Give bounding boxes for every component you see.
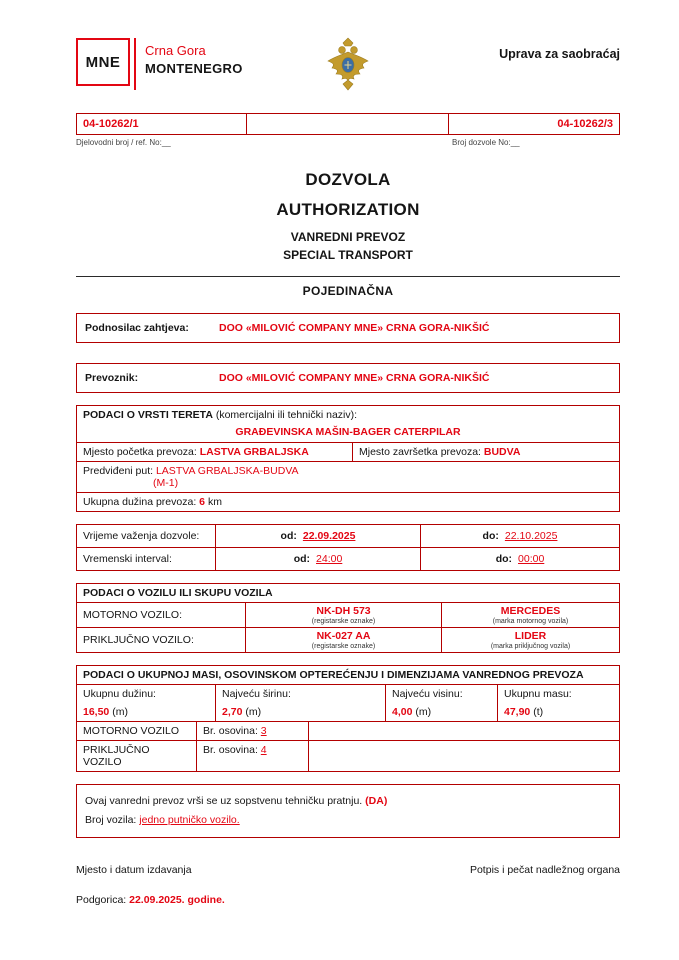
carrier-label: Prevoznik: [85, 372, 139, 384]
issue-place-date-label: Mjesto i datum izdavanja [76, 863, 192, 876]
motor-brand-cell [442, 603, 619, 627]
vehicle-section-header: PODACI O VOZILU ILI SKUPU VOZILA [83, 587, 273, 599]
validity-row2-to-cell [421, 548, 619, 570]
dimensions-section [76, 665, 620, 772]
do-label: do: [482, 530, 499, 542]
country-name-local: Crna Gora [145, 43, 206, 58]
validity-row2-from-cell [216, 548, 421, 570]
issue-place-date-line [76, 894, 620, 906]
height-value-cell [386, 703, 498, 721]
dimensions-section-header: PODACI O UKUPNOJ MASI, OSOVINSKOM OPTEREĆENJU I DIMENZIJAMA VANREDNOG PREVOZA [77, 666, 619, 685]
trailer-brand-cell [442, 628, 619, 652]
length-value-cell [77, 703, 216, 721]
applicant-label: Podnosilac zahtjeva: [85, 322, 189, 334]
cargo-header-row [77, 406, 619, 424]
title-authorization: AUTHORIZATION [276, 200, 420, 219]
trailer-vehicle-label: PRIKLJUČNO VOZILO: [77, 628, 246, 652]
motor-plate-caption: (registarske oznake) [311, 618, 376, 625]
axles-label: Br. osovina: [203, 744, 258, 756]
dimensions-grid [77, 685, 619, 721]
escort-line1 [85, 792, 611, 811]
country-block [145, 38, 243, 76]
reference-number-table [76, 113, 620, 135]
axles-label: Br. osovina: [203, 725, 258, 737]
vehicle-section [76, 583, 620, 653]
mass-value-cell [498, 703, 619, 721]
validity-row1-to-cell [421, 525, 619, 547]
motor-axles-row [77, 721, 619, 740]
height-label: Najveću visinu: [386, 685, 498, 703]
trailer-brand-caption: (marka priključnog vozila) [490, 643, 571, 650]
motor-plate-value: NK-DH 573 [316, 605, 371, 617]
issue-place: Podgorica: [76, 893, 127, 906]
cargo-section [76, 405, 620, 512]
cargo-route-value2: (M-1) [153, 477, 179, 489]
motor-brand-value: MERCEDES [500, 605, 561, 617]
cargo-length-row [77, 492, 619, 511]
mne-label: MNE [85, 53, 121, 71]
mass-unit: (t) [533, 706, 544, 718]
escort-vehicles-label: Broj vozila: [85, 813, 137, 826]
height-unit: (m) [415, 706, 432, 718]
trailer-plate-caption: (registarske oznake) [311, 643, 376, 650]
width-value-cell [216, 703, 386, 721]
motor-plate-cell [246, 603, 442, 627]
cargo-start-label: Mjesto početka prevoza: [83, 446, 197, 458]
ref-number-middle [247, 114, 449, 134]
ref-caption-right: Broj dozvole No:__ [452, 138, 520, 147]
ref-number-left: 04-10262/1 [77, 114, 247, 134]
trailer-brand-value: LIDER [514, 630, 547, 642]
validity-row2-label: Vremenski interval: [77, 548, 216, 570]
do-label: do: [495, 553, 513, 565]
escort-line2 [85, 811, 611, 830]
interval-from-time: 24:00 [316, 553, 343, 565]
subtitle-pojedinacna: POJEDINAČNA [302, 284, 394, 298]
trailer-plate-value: NK-027 AA [316, 630, 371, 642]
carrier-value: DOO «MILOVIĆ COMPANY MNE» CRNA GORA-NIKŠIĆ [219, 372, 490, 384]
length-label: Ukupnu dužinu: [77, 685, 216, 703]
escort-vehicles-value: jedno putničko vozilo. [139, 813, 240, 826]
cargo-start-cell [77, 443, 353, 461]
od-label: od: [280, 530, 297, 542]
interval-to-time: 00:00 [518, 553, 545, 565]
ref-caption-left: Djelovodni broj / ref. No:__ [76, 138, 171, 147]
trailer-axles-row [77, 740, 619, 771]
authority-name: Uprava za saobraćaj [499, 47, 620, 61]
od-label: od: [293, 553, 311, 565]
document-titles [76, 170, 620, 262]
width-value: 2,70 [222, 706, 243, 718]
validity-row1-label: Vrijeme važenja dozvole: [77, 525, 216, 547]
trailer-axles-vehicle-label: PRIKLJUČNO VOZILO [77, 741, 197, 771]
mass-value: 47,90 [504, 706, 531, 718]
validity-from-date: 22.09.2025 [302, 530, 356, 542]
cargo-end-cell [353, 443, 619, 461]
cargo-length-label: Ukupna dužina prevoza: [83, 496, 197, 508]
cargo-route-line1 [83, 465, 613, 477]
cargo-header-normal: (komercijalni ili tehnički naziv): [215, 409, 358, 421]
title-vanredni-prevoz: VANREDNI PREVOZ [290, 230, 406, 244]
header-divider [134, 38, 136, 90]
document-header [76, 38, 620, 98]
motor-axles-vehicle-label: MOTORNO VOZILO [77, 722, 197, 740]
motor-axles-empty-cell [309, 722, 619, 740]
signature-stamp-label: Potpis i pečat nadležnog organa [469, 863, 620, 876]
cargo-length-value: 6 [199, 496, 206, 508]
cargo-end-label: Mjesto završetka prevoza: [359, 446, 481, 458]
motor-vehicle-row [77, 602, 619, 627]
cargo-name: GRAĐEVINSKA MAŠIN-BAGER CATERPILAR [235, 426, 461, 438]
motor-axles-value: 3 [260, 725, 267, 737]
validity-to-date: 22.10.2025 [504, 530, 558, 542]
trailer-axles-cell [197, 741, 309, 771]
cargo-route-value: LASTVA GRBALJSKA-BUDVA [155, 465, 299, 477]
cargo-header-bold: PODACI O VRSTI TERETA [83, 409, 213, 421]
title-divider [76, 276, 620, 277]
mass-label: Ukupnu masu: [504, 688, 572, 700]
motor-vehicle-label: MOTORNO VOZILO: [77, 603, 246, 627]
width-unit: (m) [245, 706, 262, 718]
title-dozvola: DOZVOLA [305, 170, 391, 189]
ref-number-right: 04-10262/3 [557, 118, 613, 130]
escort-answer: (DA) [365, 795, 388, 807]
escort-section [76, 784, 620, 838]
cargo-end-value: BUDVA [483, 446, 521, 458]
motor-axles-cell [197, 722, 309, 740]
height-value: 4,00 [392, 706, 413, 718]
validity-row-2 [77, 547, 619, 570]
length-unit: (m) [112, 706, 128, 718]
cargo-length-unit: km [207, 496, 222, 508]
issue-date: 22.09.2025. godine. [129, 893, 225, 906]
cargo-route-row [77, 461, 619, 492]
country-name-english: MONTENEGRO [145, 61, 243, 76]
cargo-start-value: LASTVA GRBALJSKA [199, 446, 309, 458]
carrier-section [76, 363, 620, 393]
validity-row1-from-cell [216, 525, 421, 547]
cargo-route-endpoints-row [77, 442, 619, 461]
applicant-section [76, 313, 620, 343]
mne-box [76, 38, 130, 86]
width-label: Najveću širinu: [216, 685, 386, 703]
cargo-route-label: Predviđeni put: [83, 465, 154, 477]
trailer-vehicle-row [77, 627, 619, 652]
trailer-axles-empty-cell [309, 741, 619, 771]
trailer-plate-cell [246, 628, 442, 652]
title-special-transport: SPECIAL TRANSPORT [283, 248, 413, 262]
applicant-value: DOO «MILOVIĆ COMPANY MNE» CRNA GORA-NIKŠIĆ [219, 322, 490, 334]
footer-labels [76, 864, 620, 876]
coat-of-arms-icon [325, 36, 371, 99]
validity-section [76, 524, 620, 571]
reference-captions [76, 138, 620, 147]
escort-statement: Ovaj vanredni prevoz vrši se uz sopstvenu tehničku pratnju. [85, 795, 363, 807]
length-value: 16,50 [83, 706, 110, 718]
trailer-axles-value: 4 [260, 744, 267, 756]
validity-row-1 [77, 525, 619, 547]
motor-brand-caption: (marka motornog vozila) [492, 618, 569, 625]
